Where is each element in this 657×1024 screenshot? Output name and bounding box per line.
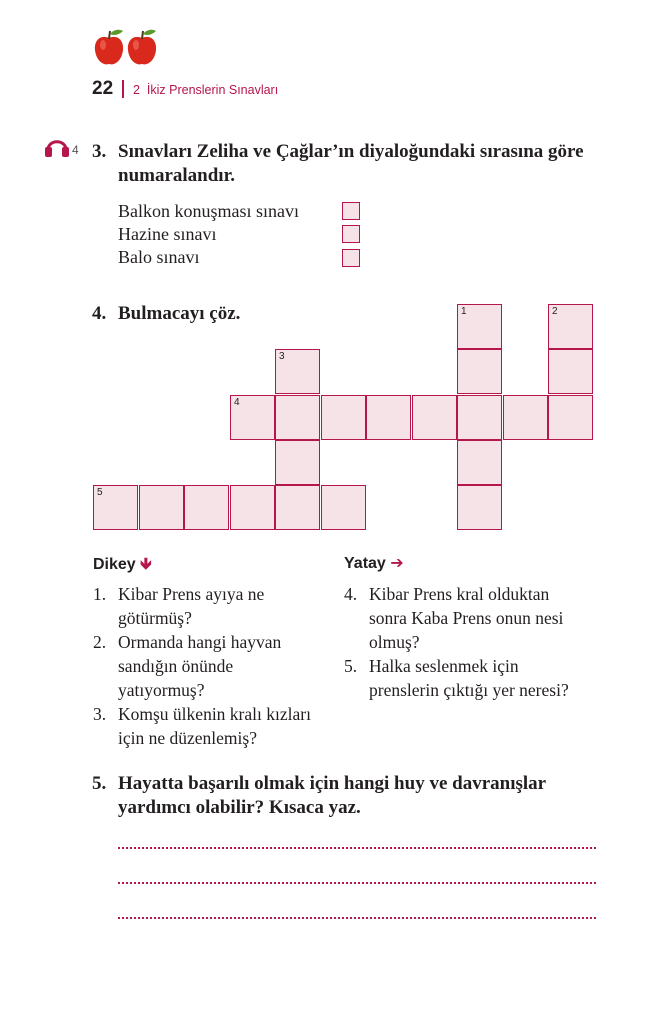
crossword-cell[interactable] [503, 395, 548, 440]
across-title-text: Yatay [344, 555, 386, 572]
apples-logo [92, 28, 164, 68]
crossword-cell[interactable] [275, 395, 320, 440]
q3-option-label: Balkon konuşması sınavı [118, 201, 299, 221]
crossword-cell[interactable] [412, 395, 457, 440]
arrow-right-icon: ➔ [390, 555, 404, 572]
q3-text-line2: numaralandır. [118, 165, 236, 186]
cell-number: 3 [279, 351, 285, 362]
crossword-cell[interactable] [366, 395, 411, 440]
cell-number: 1 [461, 306, 467, 317]
crossword-cell[interactable] [457, 304, 502, 349]
crossword-cell[interactable] [184, 485, 229, 530]
q3-option-checkbox[interactable] [342, 249, 360, 267]
crossword-cell[interactable] [321, 485, 366, 530]
crossword-cell[interactable] [548, 395, 593, 440]
crossword-cell[interactable] [139, 485, 184, 530]
answer-line[interactable] [118, 882, 596, 884]
crossword-cell[interactable] [548, 304, 593, 349]
audio-track-number: 4 [72, 143, 79, 157]
down-clue-3: 3. Komşu ülkenin kralı kızları için ne düzenlemiş? [93, 704, 311, 748]
crossword-cell[interactable] [230, 485, 275, 530]
across-title [344, 553, 404, 573]
q3-text-line1: Sınavları Zeliha ve Çağlar’ın diyaloğundaki sırasına göre [118, 141, 584, 162]
down-title-text: Dikey [93, 556, 136, 573]
arrow-down-icon: 🡻 [140, 556, 152, 573]
q5-text-line1: Hayatta başarılı olmak için hangi huy ve davranışlar [118, 773, 547, 794]
q4-text: Bulmacayı çöz. [118, 303, 241, 324]
down-title [93, 553, 152, 580]
q5-text-line2: yardımcı olabilir? Kısaca yaz. [118, 797, 361, 818]
cell-number: 5 [97, 487, 103, 498]
crossword-cell[interactable] [275, 485, 320, 530]
crossword-cell[interactable] [457, 349, 502, 394]
cell-number: 4 [234, 397, 240, 408]
crossword-cell[interactable] [457, 485, 502, 530]
down-clue-1: 1. Kibar Prens ayıya ne götürmüş? [93, 584, 265, 628]
page-number: 22 [92, 78, 114, 99]
chapter-title: 2 İkiz Prenslerin Sınavları [133, 83, 279, 97]
q3-option-label: Balo sınavı [118, 247, 200, 267]
crossword-cell[interactable] [230, 395, 275, 440]
crossword-cell[interactable] [457, 440, 502, 485]
q3-number: 3. [92, 141, 107, 162]
crossword-cell[interactable] [275, 440, 320, 485]
apple-icon [95, 30, 123, 65]
crossword-cell[interactable] [457, 395, 502, 440]
header-divider [122, 80, 124, 98]
crossword-cell[interactable] [275, 349, 320, 394]
q5-number: 5. [92, 773, 107, 794]
answer-line[interactable] [118, 917, 596, 919]
crossword-cell[interactable] [93, 485, 138, 530]
q3-option-checkbox[interactable] [342, 225, 360, 243]
q3-option-label: Hazine sınavı [118, 224, 217, 244]
across-clue-5: 5. Halka seslenmek için prenslerin çıktığı yer neresi? [344, 656, 569, 700]
cell-number: 2 [552, 306, 558, 317]
answer-line[interactable] [118, 847, 596, 849]
crossword-cell[interactable] [321, 395, 366, 440]
apple-icon [128, 30, 156, 65]
q4-number: 4. [92, 303, 107, 324]
crossword-cell[interactable] [548, 349, 593, 394]
q3-option-checkbox[interactable] [342, 202, 360, 220]
headphones-icon[interactable] [44, 134, 70, 158]
across-clue-4: 4. Kibar Prens kral olduktan sonra Kaba Prens onun nesi olmuş? [344, 584, 564, 652]
down-clue-2: 2. Ormanda hangi hayvan sandığın önünde yatıyormuş? [93, 632, 282, 700]
